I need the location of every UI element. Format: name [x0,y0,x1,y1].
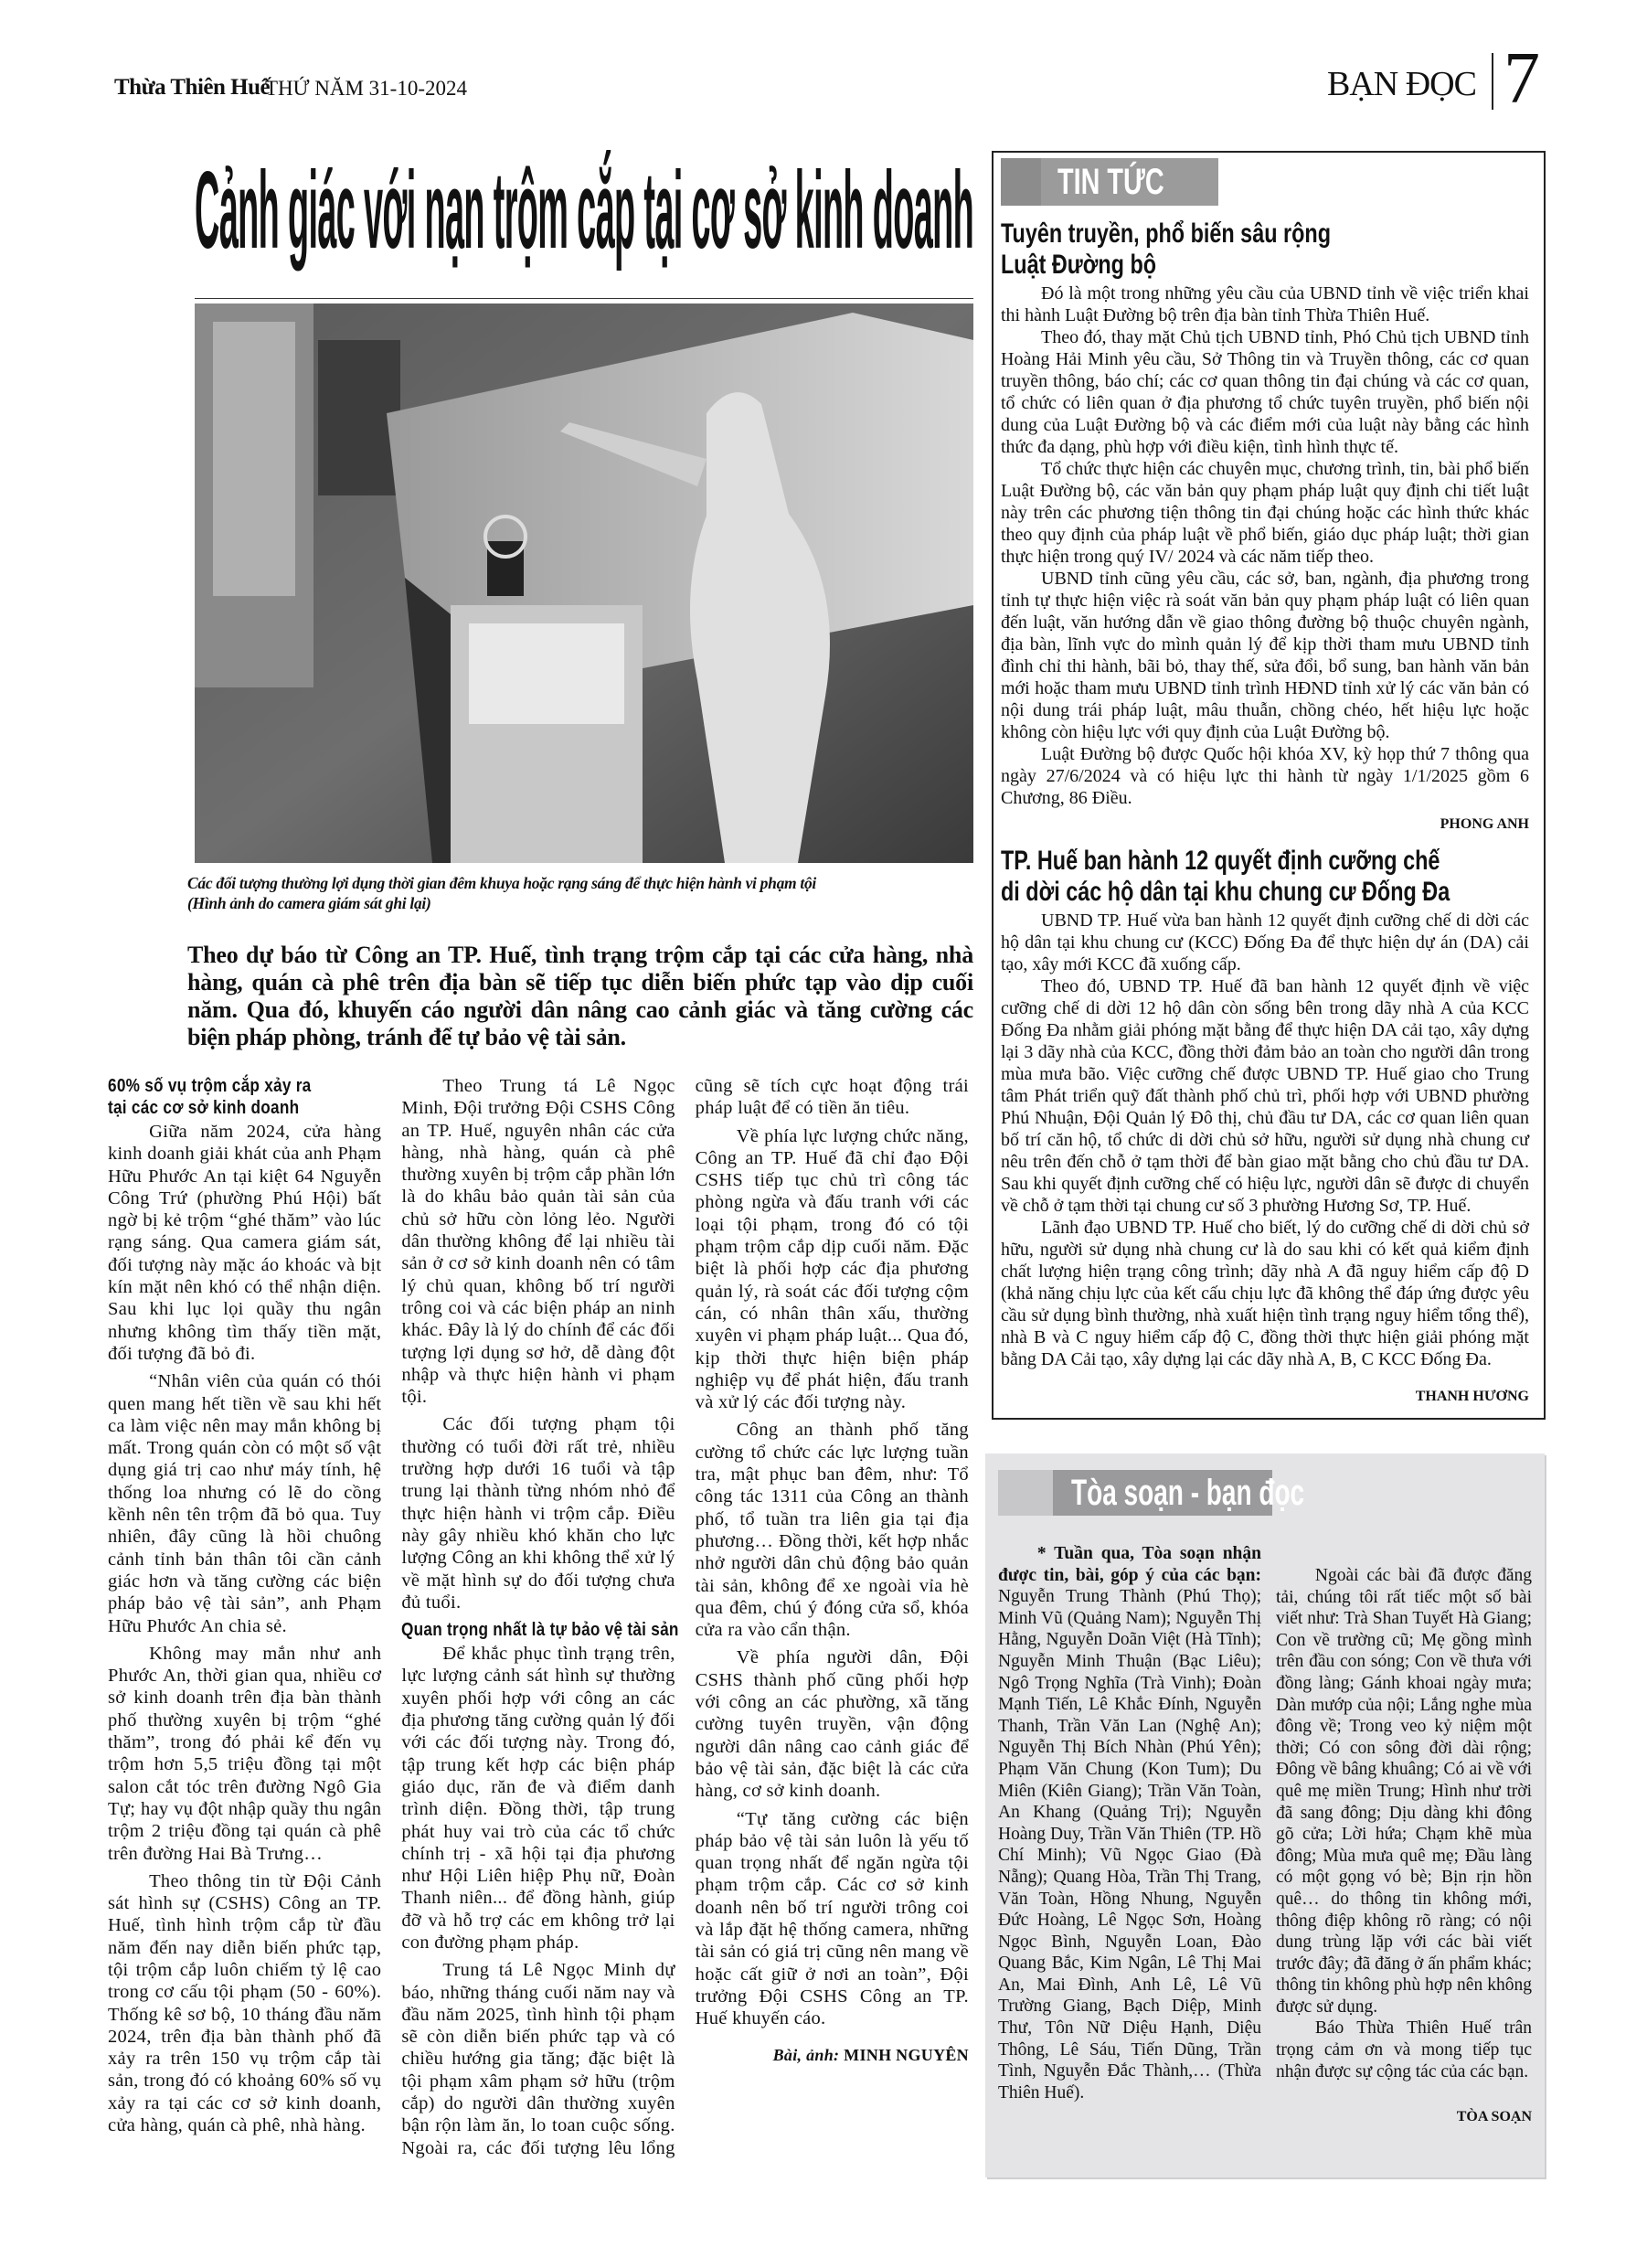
news-headline [1001,846,1529,908]
article-paragraph: Về phía người dân, Đội CSHS thành phố cũng phối hợp với công an các phường, xã tăng cường tuyên truyền, vận động người dân nâng cao cảnh giác để bảo vệ tài sản, đặc biệt là các cửa hàng, cơ sở kinh doanh. [695,1647,969,1802]
article-subheading [401,1619,680,1641]
photo-caption-line: (Hình ảnh do camera giám sát ghi lại) [187,894,431,912]
section-tag-label: Tòa soạn - bạn đọc [1071,1473,1305,1513]
news-byline: PHONG ANH [1440,816,1529,832]
issue-date: THỨ NĂM 31-10-2024 [265,77,467,100]
byline-name: MINH NGUYÊN [844,2046,969,2065]
news-paragraph: Tổ chức thực hiện các chuyên mục, chương trình, tin, bài phổ biến Luật Đường bộ, các văn bản quy phạm pháp luật quy định chi tiết luật này trên các phương tiện thông tin đại chúng hoặc các hình thức khác theo quy định của pháp luật về phổ biến, giáo dục pháp luật; thời gian thực hiện trong quý IV/ 2024 và các năm tiếp theo. [1001,459,1529,567]
rejected-column [1276,1565,1532,2128]
editor-reader-box [985,1453,1545,2177]
article-subheading [108,1075,381,1119]
headline-line: Luật Đường bộ [1001,250,1157,280]
subheading-line: tại các cơ sở kinh doanh [108,1098,300,1118]
article-paragraph: Công an thành phố tăng cường tổ chức các lực lượng tuần tra, mật phục ban đêm, như: Tổ công tác 1311 của Công an thành phố, tổ tuần tra liên gia tại địa phương… Đồng thời, kết hợp nhắc nhở người dân chủ động bảo quản tài sản, không để xe ngoài vỉa hè qua đêm, chú ý đóng cửa sổ, khóa cửa ra vào cẩn thận. [695,1420,969,1641]
article-paragraph: Trung tá Lê Ngọc Minh dự báo, những tháng cuối năm nay và đầu năm 2025, tình hình tội phạm sẽ còn diễn biến phức tạp và có chiều hướng gia tăng; đặc biệt là tội phạm xâm phạm sở hữu (trộm cắp) do người dân thường xuyên bận rộn làm ăn, lo toan cuộc sống. Ngoài ra, các đối tượng lêu lổng cũng sẽ tích cực hoạt động trái pháp luật để có tiền ăn tiêu. [401,1076,969,2158]
main-headline-text: Cảnh giác với nạn trộm cắp tại cơ sở kinh doanh [195,149,974,272]
contributors-names: Nguyễn Trung Thành (Phú Thọ); Minh Vũ (Quảng Nam); Nguyễn Thị Hằng, Nguyễn Doãn Việt (Hà Tĩnh); Nguyễn Minh Thuận (Bạc Liêu); Ngô Trọng Nghĩa (Trà Vinh); Đoàn Mạnh Tiến, Lê Khắc Đính, Nguyễn Thanh, Trần Văn Lan (Nghệ An); Nguyễn Thị Bích Nhàn (Phú Yên); Phạm Văn Chung (Kon Tum); Du Miên (Kiên Giang); Trần Văn Toàn, An Khang (Quảng Trị); Nguyễn Hoàng Duy, Trần Văn Thiên (TP. Hồ Chí Minh); Vũ Ngọc Giao (Đà Nẵng); Quang Hòa, Trần Thị Trang, Văn Toàn, Hồng Nhung, Nguyễn Đức Hoàng, Lê Ngọc Sơn, Hoàng Ngọc Bình, Nguyễn Loan, Đào Quang Bắc, Kim Ngân, Lê Thị Mai An, Mai Đình, Anh Lê, Lê Vũ Trường Giang, Bạch Diệp, Minh Thư, Tôn Nữ Diệu Hạnh, Diệu Thông, Lê Sáu, Tiến Dũng, Trần Tình, Nguyễn Đắc Thành,… (Thừa Thiên Huế). [998,1587,1261,2103]
section-name: BẠN ĐỌC [1327,65,1476,103]
article-paragraph: Theo Trung tá Lê Ngọc Minh, Đội trưởng Đội CSHS Công an TP. Huế, nguyên nhân các cửa hàng, nhà hàng, quán cà phê thường xuyên bị trộm cắp phần lớn là do khâu bảo quản tài sản của chủ sở hữu còn lỏng lẻo. Người dân thường không để lại nhiều tài sản ở cơ sở kinh doanh nên có tâm lý chủ quan, không bố trí người trông coi và các biện pháp an ninh khác. Đây là lý do chính để các đối tượng lợi dụng sơ hở, dễ dàng đột nhập và thực hiện hành vi phạm tội. [401,1076,675,1408]
news-paragraph: UBND TP. Huế vừa ban hành 12 quyết định cưỡng chế di dời các hộ dân tại khu chung cư (KCC) Đống Đa để thực hiện dự án (DA) cải tạo, xây mới KCC đã xuống cấp. [1001,910,1529,974]
contributors-text [998,1543,1261,2103]
contributors-intro: * Tuần qua, Tòa soạn nhận được tin, bài, góp ý của các bạn: [998,1544,1261,1585]
header-divider [1492,53,1493,110]
article-paragraph: Về phía lực lượng chức năng, Công an TP. Huế đã chỉ đạo Đội CSHS tiếp tục chủ trì công tác phòng ngừa và đấu tranh với các loại tội phạm, trong đó có tội phạm trộm cắp dịp cuối năm. Đặc biệt là phối hợp các địa phương quản lý, rà soát các đối tượng cộm cán, có nhân thân xấu, thường xuyên vi phạm pháp luật... Qua đó, kịp thời thực hiện biện pháp nghiệp vụ để phát hiện, đấu tranh và xử lý các đối tượng này. [695,1125,969,1413]
photo-caption [187,873,973,913]
news-story-text [1001,282,1529,809]
main-headline [195,146,973,274]
headline-rule [195,298,973,299]
section-tag [998,1470,1305,1516]
subheading-line: 60% số vụ trộm cắp xảy ra [108,1076,312,1096]
subheading-line: Quan trọng nhất là tự bảo vệ tài sản [401,1620,680,1641]
contributors-column [998,1543,1261,2103]
news-paragraph: Luật Đường bộ được Quốc hội khóa XV, kỳ họp thứ 7 thông qua ngày 27/6/2024 và có hiệu lực thi hành từ ngày 1/1/2025 gồm 6 Chương, 86 Điều. [1001,744,1529,808]
headline-line: TP. Huế ban hành 12 quyết định cưỡng chế [1001,846,1440,876]
editor-signature: TÒA SOẠN [1456,2109,1532,2125]
rejected-text: Ngoài các bài đã được đăng tải, chúng tôi rất tiếc một số bài viết như: Trà Shan Tuyết Hà Giang; Con về trường cũ; Mẹ gồng mình trên đầu con sóng; Con về thưa với đồng làng; Gánh khoai ngày mưa; Dàn mướp của nội; Lắng nghe mùa đông về; Trong veo kỷ niệm một thời; Có con sông đời dài rộng; Đông về bâng khuâng; Có ai về với quê mẹ miền Trung; Hình như trời đã sang đông; Dịu dàng khi đông gõ cửa; Lời hứa; Chạm khẽ mùa đông; Mùa mưa quê mẹ; Đầu làng có một gọng vó bè; Bịn rịn hồn quê… do thông tin không mới, thông điệp không rõ ràng; có nội dung trùng lặp với các bài viết trước đây; đã đăng ở ấn phẩm khác; thông tin không phù hợp nên không được sử dụng. [1276,1566,1532,2017]
news-paragraph: Theo đó, thay mặt Chủ tịch UBND tỉnh, Phó Chủ tịch UBND tỉnh Hoàng Hải Minh yêu cầu, Sở Thông tin và Truyền thông, các cơ quan truyền thông, báo chí; các cơ quan thông tin đại chúng và các cơ quan, tổ chức có liên quan ở địa phương tổ chức tuyên truyền, phổ biến nội dung của Luật Đường bộ và các điểm mới của luật này bằng các hình thức đa dạng, phù hợp với điều kiện, tình hình thực tế. [1001,327,1529,457]
news-paragraph: Đó là một trong những yêu cầu của UBND tỉnh về việc triển khai thi hành Luật Đường bộ trên địa bàn tỉnh Thừa Thiên Huế. [1001,283,1529,325]
article-body [108,1075,969,2186]
article-paragraph: Để khắc phục tình trạng trên, lực lượng cảnh sát hình sự thường xuyên phối hợp với công an các địa phương tăng cường quản lý đối với các đối tượng này. Trong đó, tập trung kết hợp các biện pháp giáo dục, răn đe và điểm danh trình diện. Đồng thời, tập trung phát huy vai trò của các tổ chức chính trị - xã hội tại địa phương như Hội Liên hiệp Phụ nữ, Đoàn Thanh niên... để đồng hành, giúp đỡ và hỗ trợ các em không trở lại con đường phạm pháp. [401,1644,675,1953]
article-lead: Theo dự báo từ Công an TP. Huế, tình trạng trộm cắp tại các cửa hàng, nhà hàng, quán cà phê trên địa bàn sẽ tiếp tục diễn biến phức tạp vào dịp cuối năm. Qua đó, khuyến cáo người dân nâng cao cảnh giác và tăng cường các biện pháp phòng, tránh để tự bảo vệ tài sản. [187,942,973,1050]
article-byline [696,2044,969,2066]
news-story-text [1001,910,1529,1370]
thanks-text: Báo Thừa Thiên Huế trân trọng cảm ơn và mong tiếp tục nhận được sự cộng tác của các bạn. [1276,2018,1532,2082]
newspaper-name: Thừa Thiên Huế [114,75,271,100]
article-paragraph: Không may mắn như anh Phước An, thời gian qua, nhiều cơ sở kinh doanh trên địa bàn thành phố thường xuyên bị trộm “ghé thăm”, trong đó phải kể đến vụ trộm hơn 5,5 triệu đồng tại một salon cắt tóc trên đường Ngô Gia Tự; hay vụ đột nhập quầy thu ngân trộm 2 triệu đồng tại quán cà phê trên đường Hai Bà Trưng… [108,1643,382,1864]
section-tag [1001,158,1218,206]
byline-label: Bài, ảnh: [772,2046,840,2065]
cctv-photo [195,303,973,863]
news-paragraph: Lãnh đạo UBND TP. Huế cho biết, lý do cưỡng chế di dời chủ sở hữu, người sử dụng nhà chung cư là do sau khi có kết quả kiểm định chất lượng hiện trạng công trình; dãy nhà A đã nguy hiểm cấp độ D (khả năng chịu lực của kết cấu chịu lực đã không thể đáp ứng được yêu cầu sử dụng bình thường, nhà xuất hiện tình trạng nguy hiểm tổng thể), nhà B và C nguy hiểm cấp độ C, đồng thời thực hiện giải phóng mặt bằng DA Cải tạo, xây dựng lại các dãy nhà A, B, C KCC Đống Đa. [1001,1218,1529,1369]
photo-caption-line: Các đối tượng thường lợi dụng thời gian đêm khuya hoặc rạng sáng để thực hiện hành vi phạm tội [187,874,816,892]
article-paragraph: Các đối tượng phạm tội thường có tuổi đời rất trẻ, nhiều trường hợp dưới 16 tuổi và tập trung lại thành từng nhóm nhỏ để thực hiện hành vi trộm cắp. Điều này gây nhiều khó khăn cho lực lượng Công an khi không thể xử lý về mặt hình sự do đối tượng chưa đủ tuổi. [401,1414,675,1613]
news-paragraph: UBND tỉnh cũng yêu cầu, các sở, ban, ngành, địa phương trong tỉnh tự thực hiện việc rà soát văn bản quy phạm pháp luật có liên quan đến luật, văn hướng dẫn về giao thông đường bộ thuộc chuyên ngành, địa bàn, lĩnh vực do mình quản lý để kịp thời tham mưu UBND tỉnh đình chỉ thi hành, bãi bỏ, thay thế, sửa đổi, bổ sung, ban hành văn bản mới hoặc tham mưu UBND tỉnh trình HĐND tỉnh xử lý các văn bản có nội dung trái pháp luật, mâu thuẫn, chồng chéo, hết hiệu lực hoặc không còn hiệu lực với quy định của Luật Đường bộ. [1001,569,1529,742]
headline-line: di dời các hộ dân tại khu chung cư Đống Đa [1001,877,1450,907]
article-paragraph: Theo thông tin từ Đội Cảnh sát hình sự (CSHS) Công an TP. Huế, tình hình trộm cắp từ đầu năm đến nay diễn biến phức tạp, tội trộm cắp luôn chiếm tỷ lệ cao trong cơ cấu tội phạm (50 - 60%). Thống kê sơ bộ, 10 tháng đầu năm 2024, trên địa bàn thành phố đã xảy ra trên 150 vụ trộm cắp tài sản, trong đó có khoảng 60% số vụ xảy ra tại các cơ sở kinh doanh, cửa hàng, quán cà phê, nhà hàng. [108,1870,382,2136]
article-paragraph: “Tự tăng cường các biện pháp bảo vệ tài sản luôn là yếu tố quan trọng nhất để ngăn ngừa tội phạm trộm cắp. Các cơ sở kinh doanh nên bố trí người trông coi và lắp đặt hệ thống camera, những tài sản có giá trị cũng nên mang về hoặc cất giữ ở nơi an toàn”, Đội trưởng Đội CSHS Công an TP. Huế khuyến cáo. [695,1808,969,2029]
news-paragraph: Theo đó, UBND TP. Huế đã ban hành 12 quyết định về việc cưỡng chế di dời 12 hộ dân còn sống bên trong dãy nhà A của KCC Đống Đa nhằm giải phóng mặt bằng để thực hiện DA cải tạo, xây dựng lại 3 dãy nhà của KCC, đồng thời đảm bảo an toàn cho người dân trong mùa mưa bão. Việc cưỡng chế được UBND TP. Huế giao cho Trung tâm Phát triển quỹ đất thành phố chủ trì, phối hợp với UBND phường Phú Nhuận, Đội Quản lý Đô thị, chủ đầu tư DA, các cơ quan liên quan bố trí căn hộ, tổ chức di dời chủ sở hữu, người sử dụng nhà chung cư nêu trên đến chỗ ở tạm thời để bàn giao mặt bằng cho chủ đầu tư DA. Sau khi quyết định cưỡng chế có hiệu lực, người dân sẽ được di chuyển về chỗ ở tạm thời tại chung cư số 3 phường Hương Sơ, TP. Huế. [1001,976,1529,1216]
section-tag-label: TIN TỨC [1057,162,1164,202]
news-box [992,151,1546,1420]
headline-line: Tuyên truyền, phổ biến sâu rộng [1001,218,1331,249]
page-number: 7 [1504,38,1540,119]
article-paragraph: “Nhân viên của quán có thói quen mang hết tiền về sau khi hết ca làm việc nên may mắn không bị mất. Trong quán còn có một số vật dụng giá trị cao như máy tính, hệ thống loa nhưng có lẽ do cồng kềnh nên tên trộm đã bỏ qua. Tuy nhiên, đây cũng là hồi chuông cảnh tỉnh bản thân tôi cần cảnh giác hơn và tăng cường các biện pháp bảo vệ tài sản”, anh Phạm Hữu Phước An chia sẻ. [108,1371,382,1636]
news-headline [1001,218,1529,281]
article-paragraph: Giữa năm 2024, cửa hàng kinh doanh giải khát của anh Phạm Hữu Phước An tại kiệt 64 Nguyễn Công Trứ (phường Phú Hội) bất ngờ bị kẻ trộm “ghé thăm” vào lúc rạng sáng. Qua camera giám sát, đối tượng này mặc áo khoác và bịt kín mặt nên khó có thể nhận diện. Sau khi lục lọi quầy thu ngân nhưng không tìm thấy tiền mặt, đối tượng đã bỏ đi. [108,1122,382,1364]
news-byline: THANH HƯƠNG [1415,1389,1529,1404]
